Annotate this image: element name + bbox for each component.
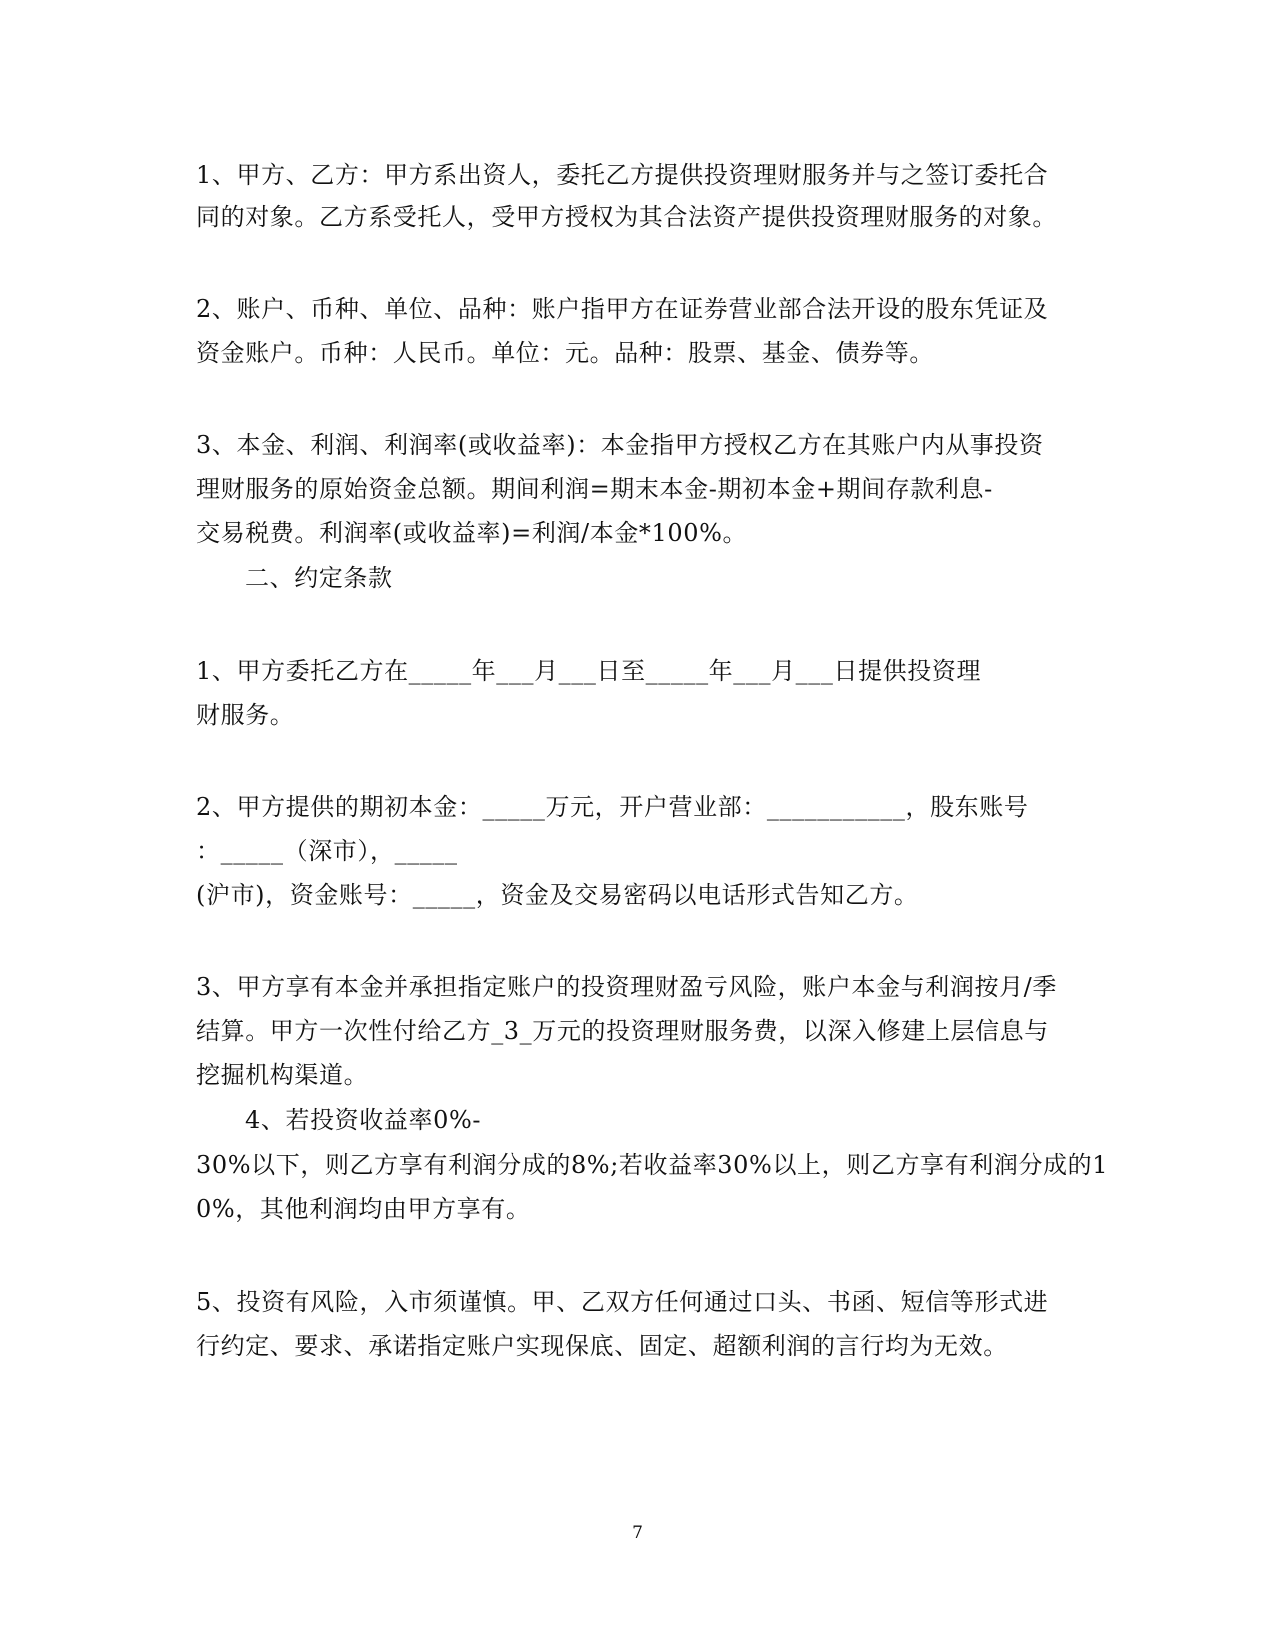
text-line: 1、甲方委托乙方在_____年___月___日至_____年___月___日提供投资理	[196, 657, 982, 685]
text-line: (沪市)，资金账号：_____，资金及交易密码以电话形式告知乙方。	[196, 881, 919, 909]
page-number: 7	[632, 1523, 643, 1543]
text-line: ：_____（深市），_____	[196, 837, 458, 865]
text-line: 5、投资有风险，入市须谨慎。甲、乙双方任何通过口头、书函、短信等形式进	[196, 1288, 1049, 1316]
text-line: 财服务。	[196, 701, 295, 729]
text-line: 30%以下，则乙方享有利润分成的8%;若收益率30%以上，则乙方享有利润分成的1	[196, 1151, 1109, 1179]
text-line: 0%，其他利润均由甲方享有。	[196, 1195, 531, 1223]
text-line: 理财服务的原始资金总额。期间利润=期末本金-期初本金+期间存款利息-	[196, 475, 993, 503]
text-line: 资金账户。币种：人民币。单位：元。品种：股票、基金、债券等。	[196, 339, 934, 367]
text-line: 挖掘机构渠道。	[196, 1061, 369, 1089]
text-line: 1、甲方、乙方：甲方系出资人，委托乙方提供投资理财服务并与之签订委托合	[196, 161, 1049, 189]
text-line: 3、甲方享有本金并承担指定账户的投资理财盈亏风险，账户本金与利润按月/季	[196, 973, 1057, 1001]
text-line: 3、本金、利润、利润率(或收益率)：本金指甲方授权乙方在其账户内从事投资	[196, 431, 1044, 459]
text-line: 2、账户、币种、单位、品种：账户指甲方在证券营业部合法开设的股东凭证及	[196, 295, 1049, 323]
text-line: 同的对象。乙方系受托人，受甲方授权为其合法资产提供投资理财服务的对象。	[196, 203, 1057, 231]
section-heading: 二、约定条款	[245, 564, 393, 592]
text-line: 2、甲方提供的期初本金：_____万元，开户营业部：___________，股东账号	[196, 793, 1029, 821]
text-line: 结算。甲方一次性付给乙方_3_万元的投资理财服务费，以深入修建上层信息与	[196, 1017, 1049, 1045]
text-line: 交易税费。利润率(或收益率)=利润/本金*100%。	[196, 519, 748, 547]
text-line: 行约定、要求、承诺指定账户实现保底、固定、超额利润的言行均为无效。	[196, 1332, 1008, 1360]
text-line: 4、若投资收益率0%-	[245, 1106, 482, 1134]
